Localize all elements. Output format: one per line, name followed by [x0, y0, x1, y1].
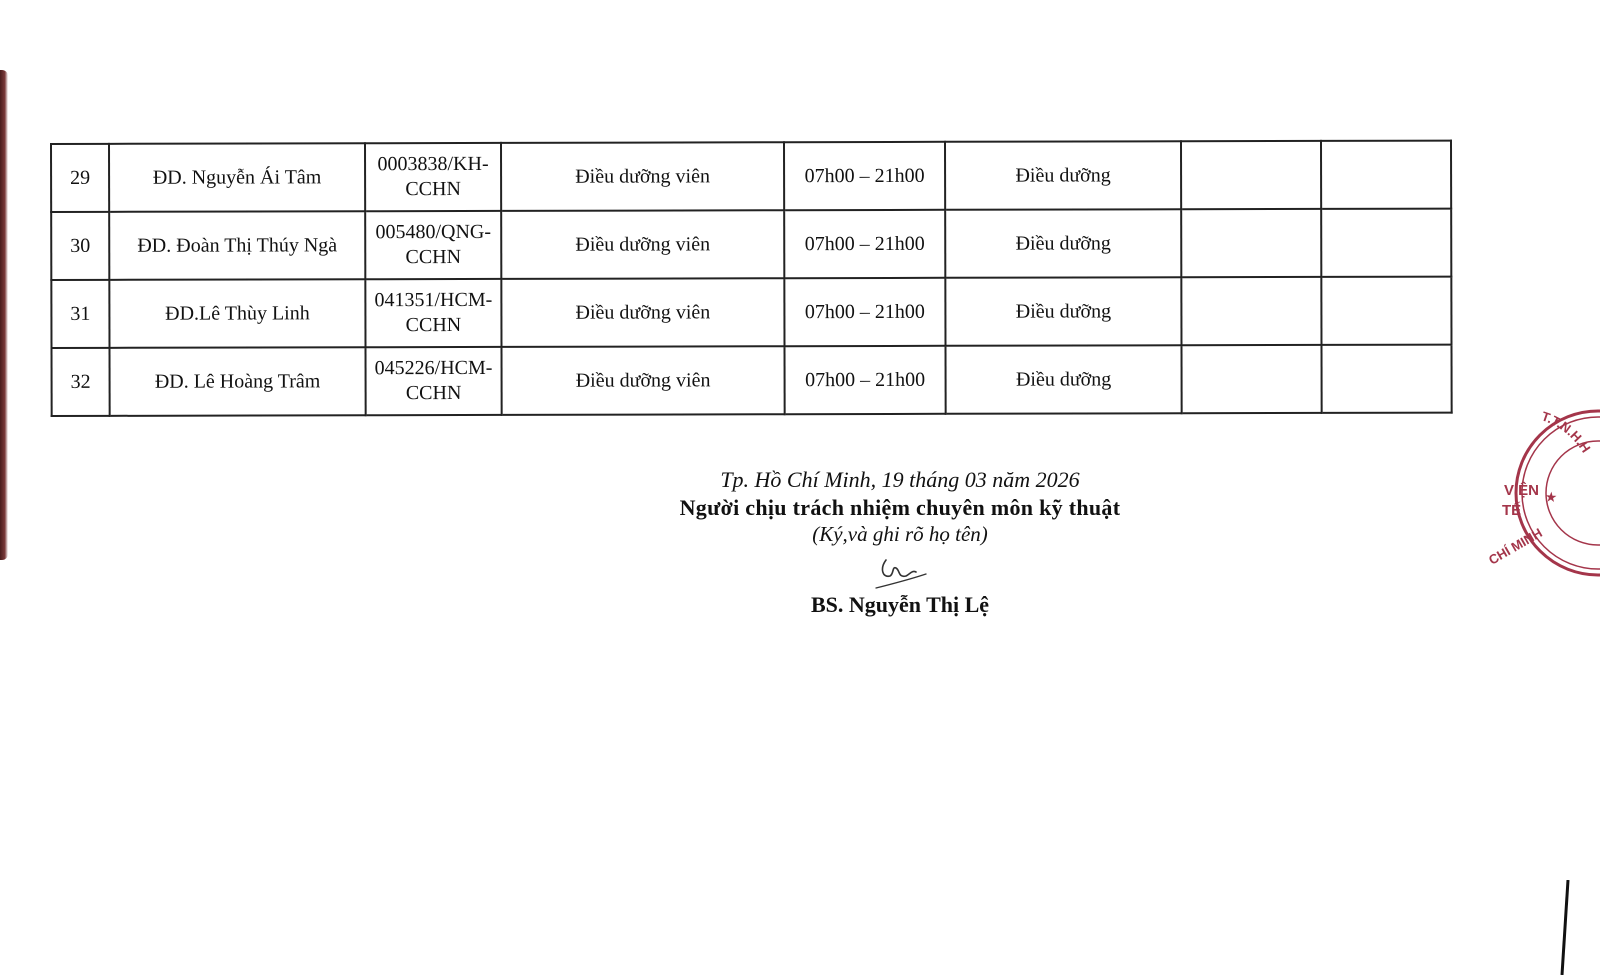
certificate-line-1: 0003838/KH-	[377, 152, 489, 176]
table-row	[51, 141, 1451, 212]
staff-name: ĐD.Lê Thùy Linh	[109, 279, 365, 348]
scan-corner-mark	[1560, 880, 1570, 975]
staff-name: ĐD. Lê Hoàng Trâm	[110, 347, 366, 416]
row-number: 29	[51, 144, 109, 212]
certificate-number	[365, 143, 501, 211]
staff-name: ĐD. Nguyễn Ái Tâm	[109, 143, 365, 212]
row-number: 30	[51, 212, 109, 280]
certificate-line-2: CCHN	[405, 245, 462, 269]
job-position: Điều dưỡng viên	[501, 278, 784, 347]
official-stamp	[1486, 405, 1600, 585]
handwritten-signature	[872, 552, 932, 592]
certificate-number	[365, 279, 501, 347]
stamp-line-1: VIỆN	[1504, 482, 1540, 499]
empty-cell	[1321, 141, 1451, 209]
staff-name: ĐD. Đoàn Thị Thúy Ngà	[109, 211, 365, 280]
scan-edge-shadow	[0, 70, 8, 560]
job-position: Điều dưỡng viên	[501, 142, 784, 211]
empty-cell	[1321, 209, 1451, 277]
specialty: Điều dưỡng	[945, 345, 1181, 414]
svg-text:T.T.N.H.H	[1540, 408, 1594, 455]
certificate-number	[365, 211, 501, 279]
row-number: 31	[51, 280, 109, 348]
staff-table-container	[50, 140, 1451, 417]
empty-cell	[1181, 277, 1321, 345]
working-hours: 07h00 – 21h00	[784, 346, 945, 414]
job-position: Điều dưỡng viên	[501, 346, 784, 415]
empty-cell	[1181, 209, 1321, 277]
certificate-line-1: 045226/HCM-	[374, 356, 493, 380]
certificate-number	[365, 347, 501, 415]
working-hours: 07h00 – 21h00	[784, 210, 945, 278]
specialty: Điều dưỡng	[945, 277, 1181, 346]
signer-name: BS. Nguyễn Thị Lệ	[810, 592, 990, 617]
specialty: Điều dưỡng	[945, 209, 1181, 278]
stamp-line-2: TẾ	[1502, 502, 1522, 519]
table-row	[51, 209, 1451, 280]
svg-text:★: ★	[1543, 490, 1560, 505]
working-hours: 07h00 – 21h00	[784, 142, 945, 210]
specialty: Điều dưỡng	[945, 141, 1181, 210]
staff-table	[50, 140, 1453, 417]
empty-cell	[1181, 345, 1321, 413]
row-number: 32	[52, 348, 110, 416]
certificate-line-2: CCHN	[405, 381, 462, 405]
signer-role: Người chịu trách nhiệm chuyên môn kỹ thuật	[679, 495, 1121, 520]
certificate-line-2: CCHN	[405, 313, 462, 337]
signature-note: (Ký,và ghi rõ họ tên)	[812, 522, 988, 546]
certificate-line-2: CCHN	[405, 177, 461, 201]
table-row	[51, 277, 1451, 348]
empty-cell	[1321, 345, 1451, 413]
empty-cell	[1321, 277, 1451, 345]
stamp-ring-text: T.T.N.H.H	[1539, 408, 1594, 456]
job-position: Điều dưỡng viên	[501, 210, 784, 279]
stamp-line-3: CHÍ MINH	[1486, 524, 1545, 568]
certificate-line-1: 005480/QNG-	[375, 220, 492, 244]
working-hours: 07h00 – 21h00	[784, 278, 945, 346]
empty-cell	[1181, 141, 1321, 209]
place-date: Tp. Hồ Chí Minh, 19 tháng 03 năm 2026	[720, 467, 1080, 492]
certificate-line-1: 041351/HCM-	[374, 288, 493, 312]
table-row	[52, 345, 1452, 416]
